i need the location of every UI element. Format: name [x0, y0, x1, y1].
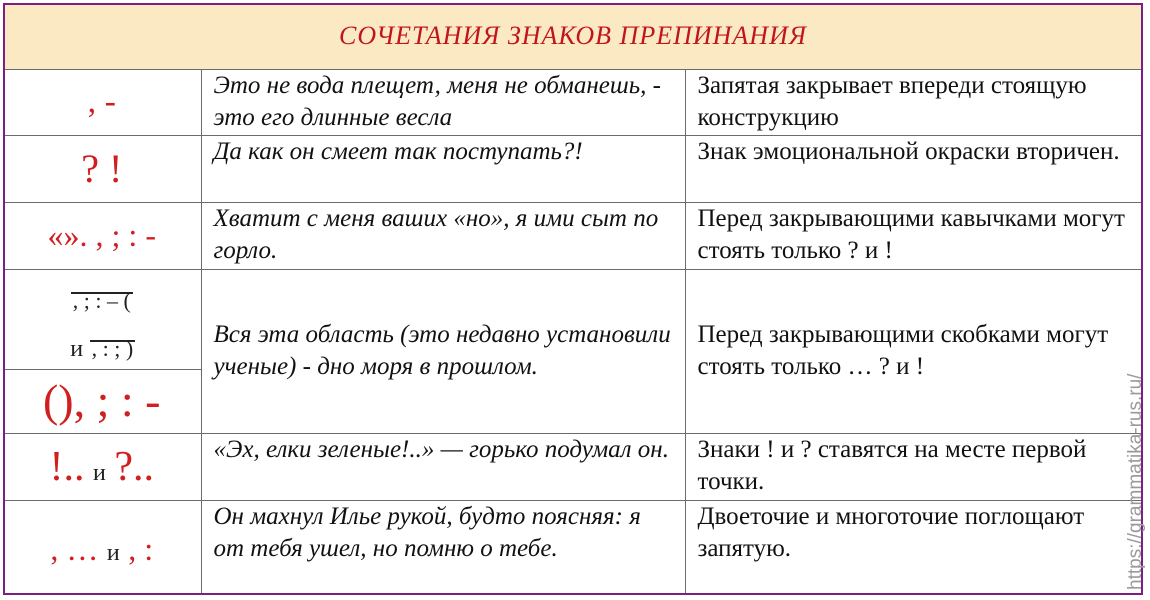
- symbol-cell: [3, 69, 201, 135]
- symbol-text: (), ; : -: [42, 375, 161, 426]
- table-row: [3, 202, 1143, 269]
- rule-cell: Перед закрывающими скобками могут стоять только … ? и !: [685, 269, 1143, 433]
- symbol-text: , -: [87, 83, 116, 120]
- symbol-text: ? !: [81, 145, 123, 191]
- site-watermark: https://grammatika-rus.ru/: [1125, 373, 1146, 590]
- symbol-cell: !.. и ?..: [3, 433, 201, 500]
- table-row: [3, 433, 1143, 500]
- symbol-text: «». , ; : -: [47, 216, 156, 253]
- table-row: [3, 500, 1143, 595]
- rule-cell: Запятая закрывает впереди стоящую конструкцию: [685, 69, 1143, 135]
- rule-cell: Двоеточие и многоточие поглощают запятую.: [685, 500, 1143, 595]
- table-title: СОЧЕТАНИЯ ЗНАКОВ ПРЕПИНАНИЯ: [3, 3, 1143, 69]
- example-cell: Хватит с меня ваших «но», я ими сыт по горло.: [201, 202, 685, 269]
- symbol-line-1: , ; : – (: [72, 288, 131, 313]
- table-row: [3, 135, 1143, 202]
- example-cell: Да как он смеет так поступать?!: [201, 135, 685, 202]
- rule-cell: Знак эмоциональной окраски вторичен.: [685, 135, 1143, 202]
- punctuation-table-frame: [3, 3, 1146, 595]
- symbol-cell: , … и , :: [3, 500, 201, 595]
- table-row: [3, 69, 1143, 135]
- symbol-cell: [3, 369, 201, 433]
- example-cell: Вся эта область (это недавно установили ученые) - дно моря в прошлом.: [201, 269, 685, 433]
- table-row: [3, 269, 1143, 369]
- symbol-cell: [3, 202, 201, 269]
- example-cell: Это не вода плещет, меня не обманешь, - это его длинные весла: [201, 69, 685, 135]
- example-cell: Он махнул Илье рукой, будто поясняя: я от тебя ушел, но помню о тебе.: [201, 500, 685, 595]
- symbol-cell-top: [3, 269, 201, 369]
- title-row: [3, 3, 1143, 69]
- rule-cell: Знаки ! и ? ставятся на месте первой точки.: [685, 433, 1143, 500]
- rule-cell: Перед закрывающими кавычками могут стоять только ? и !: [685, 202, 1143, 269]
- example-cell: «Эх, елки зеленые!..» — горько подумал он.: [201, 433, 685, 500]
- symbol-cell: [3, 135, 201, 202]
- symbol-line-2: и , : ; ): [70, 336, 134, 362]
- punctuation-table: [3, 3, 1146, 595]
